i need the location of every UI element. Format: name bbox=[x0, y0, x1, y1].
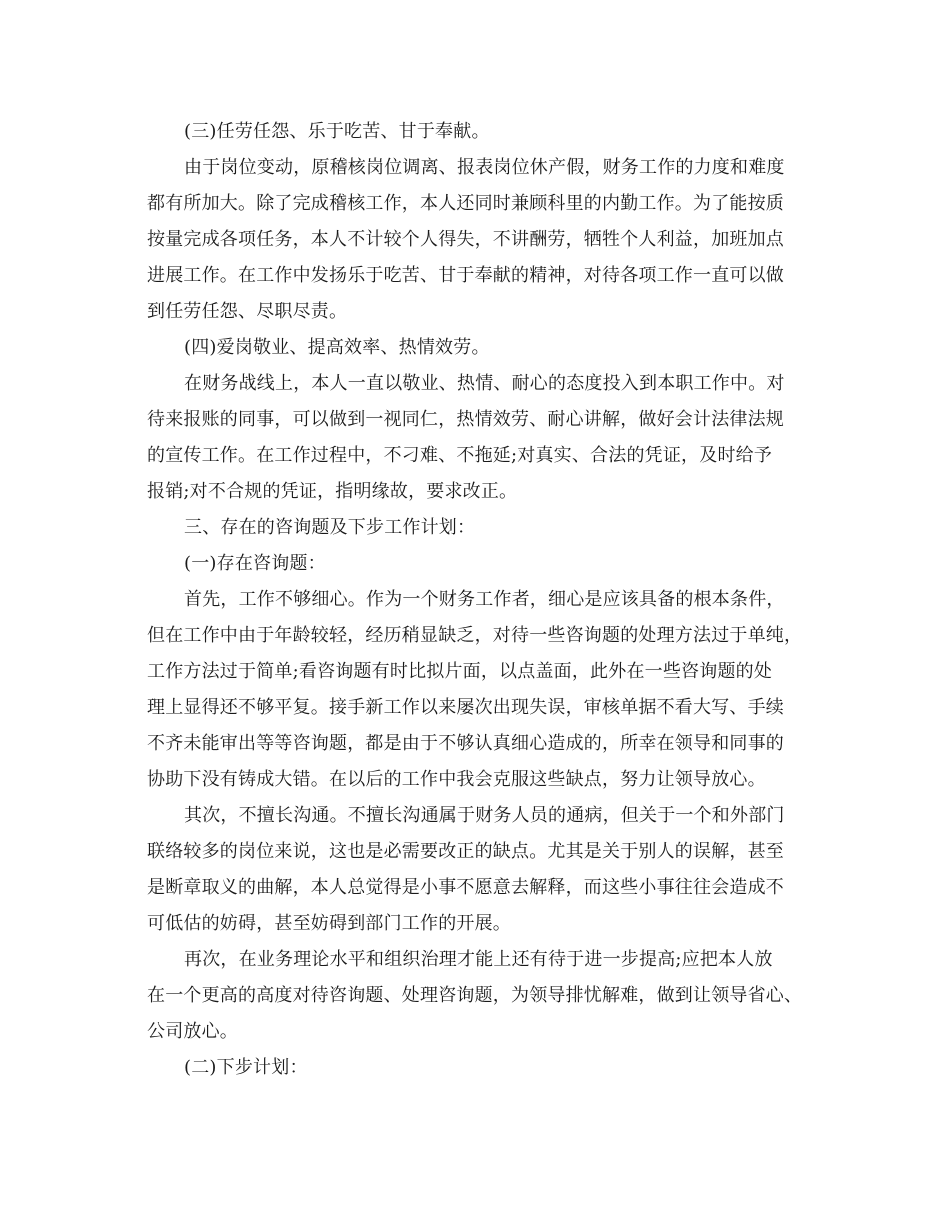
paragraph-line: 理上显得还不够平复。接手新工作以来屡次出现失误，审核单据不看大写、手续 bbox=[147, 697, 784, 718]
paragraph-line: 的宣传工作。在工作过程中，不刁难、不拖延;对真实、合法的凭证，及时给予 bbox=[147, 445, 773, 466]
paragraph-line: 按量完成各项任务，本人不计较个人得失，不讲酬劳，牺牲个人利益，加班加点 bbox=[147, 229, 784, 250]
subheading-one: (一)存在咨询题： bbox=[184, 553, 326, 574]
paragraph-line: 但在工作中由于年龄较轻，经历稍显缺乏，对待一些咨询题的处理方法过于单纯， bbox=[147, 625, 803, 646]
paragraph-line: 协助下没有铸成大错。在以后的工作中我会克服这些缺点，努力让领导放心。 bbox=[147, 769, 766, 790]
paragraph-line: 待来报账的同事，可以做到一视同仁，热情效劳、耐心讲解，做好会计法律法规 bbox=[147, 409, 784, 430]
paragraph-line: 公司放心。 bbox=[147, 1021, 238, 1042]
paragraph-line: 由于岗位变动，原稽核岗位调离、报表岗位休产假，财务工作的力度和难度 bbox=[184, 157, 785, 178]
paragraph-line: 进展工作。在工作中发扬乐于吃苦、甘于奉献的精神，对待各项工作一直可以做 bbox=[147, 265, 784, 286]
paragraph-line: 首先，工作不够细心。作为一个财务工作者，细心是应该具备的根本条件， bbox=[184, 589, 785, 610]
subheading-two: (二)下步计划： bbox=[184, 1057, 308, 1078]
paragraph-line: 都有所加大。除了完成稽核工作，本人还同时兼顾科里的内勤工作。为了能按质 bbox=[147, 193, 784, 214]
subheading-four: (四)爱岗敬业、提高效率、热情效劳。 bbox=[184, 337, 490, 358]
paragraph-line: 到任劳任怨、尽职尽责。 bbox=[147, 301, 348, 322]
paragraph-line: 再次，在业务理论水平和组织治理才能上还有待于进一步提高;应把本人放 bbox=[184, 949, 773, 970]
paragraph-line: 在财务战线上，本人一直以敬业、热情、耐心的态度投入到本职工作中。对 bbox=[184, 373, 785, 394]
paragraph-line: 不齐未能审出等等咨询题，都是由于不够认真细心造成的，所幸在领导和同事的 bbox=[147, 733, 784, 754]
subheading-three: (三)任劳任怨、乐于吃苦、甘于奉献。 bbox=[184, 121, 490, 142]
paragraph-line: 其次，不擅长沟通。不擅长沟通属于财务人员的通病，但关于一个和外部门 bbox=[184, 805, 785, 826]
paragraph-line: 是断章取义的曲解，本人总觉得是小事不愿意去解释，而这些小事往往会造成不 bbox=[147, 877, 784, 898]
paragraph-line: 工作方法过于简单;看咨询题有时比拟片面，以点盖面，此外在一些咨询题的处 bbox=[147, 661, 773, 682]
paragraph-line: 可低估的妨碍，甚至妨碍到部门工作的开展。 bbox=[147, 913, 511, 934]
paragraph-line: 联络较多的岗位来说，这也是必需要改正的缺点。尤其是关于别人的误解，甚至 bbox=[147, 841, 784, 862]
section-heading: 三、存在的咨询题及下步工作计划： bbox=[184, 517, 476, 538]
paragraph-line: 报销;对不合规的凭证，指明缘故，要求改正。 bbox=[147, 481, 518, 502]
paragraph-line: 在一个更高的高度对待咨询题、处理咨询题，为领导排忧解难，做到让领导省心、 bbox=[147, 985, 803, 1006]
